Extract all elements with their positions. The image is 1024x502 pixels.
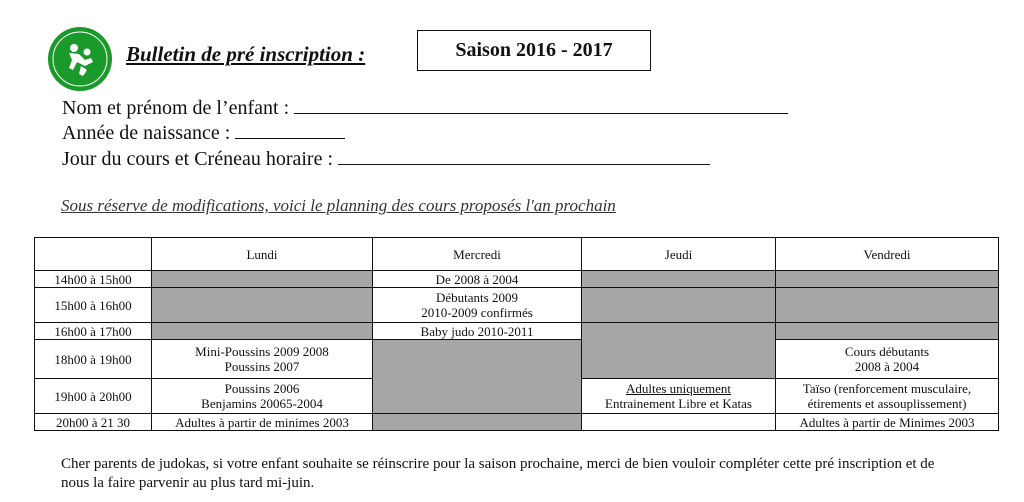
- season-label: Saison 2016 - 2017: [455, 39, 613, 61]
- header-corner: [35, 238, 152, 271]
- slot-cell: [152, 340, 373, 379]
- time-cell: 14h00 à 15h00: [35, 271, 152, 288]
- slot-cell: Adultes à partir de Minimes 2003: [776, 414, 999, 431]
- field-child-name[interactable]: [62, 96, 788, 120]
- slot-line: Poussins 2007: [224, 359, 300, 374]
- field-birth-year[interactable]: [62, 121, 345, 145]
- fill-line[interactable]: [338, 147, 710, 165]
- day-header: Lundi: [152, 238, 373, 271]
- field-label: Nom et prénom de l’enfant :: [62, 97, 290, 119]
- slot-cell: [776, 340, 999, 379]
- time-cell: 19h00 à 20h00: [35, 379, 152, 414]
- table-row: [35, 323, 999, 340]
- slot-cell: De 2008 à 2004: [373, 271, 582, 288]
- slot-cell: [152, 379, 373, 414]
- empty-slot: [776, 323, 999, 340]
- slot-line: Entrainement Libre et Katas: [605, 396, 752, 411]
- slot-line: Poussins 2006: [224, 381, 300, 396]
- table-row: [35, 340, 999, 379]
- slot-cell: [582, 379, 776, 414]
- field-label: Année de naissance :: [62, 122, 231, 144]
- day-header: Vendredi: [776, 238, 999, 271]
- empty-slot: [373, 414, 582, 431]
- planning-note: Sous réserve de modifications, voici le planning des cours proposés l'an prochain: [61, 196, 616, 215]
- day-header: Mercredi: [373, 238, 582, 271]
- judo-club-logo: [47, 26, 113, 92]
- slot-line: Cours débutants: [844, 344, 930, 359]
- table-header-row: [35, 238, 999, 271]
- slot-line: 2010-2009 confirmés: [421, 305, 533, 320]
- empty-slot: [776, 288, 999, 323]
- slot-cell: Baby judo 2010-2011: [373, 323, 582, 340]
- time-cell: 20h00 à 21 30: [35, 414, 152, 431]
- empty-slot: [582, 288, 776, 323]
- slot-cell: Adultes à partir de minimes 2003: [152, 414, 373, 431]
- time-cell: 15h00 à 16h00: [35, 288, 152, 323]
- time-cell: 18h00 à 19h00: [35, 340, 152, 379]
- empty-slot: [152, 323, 373, 340]
- slot-line: Mini-Poussins 2009 2008: [195, 344, 329, 359]
- fill-line[interactable]: [294, 96, 788, 114]
- time-cell: 16h00 à 17h00: [35, 323, 152, 340]
- day-header: Jeudi: [582, 238, 776, 271]
- page-title: Bulletin de pré inscription :: [126, 42, 366, 66]
- season-box: [417, 30, 651, 71]
- empty-slot: [776, 271, 999, 288]
- slot-line: étirements et assouplissement): [807, 396, 967, 411]
- empty-slot: [152, 271, 373, 288]
- slot-line: Débutants 2009: [436, 290, 518, 305]
- slot-line: 2008 à 2004: [854, 359, 920, 374]
- slot-line: Benjamins 20065-2004: [201, 396, 323, 411]
- empty-cell: [582, 414, 776, 431]
- field-label: Jour du cours et Créneau horaire :: [62, 148, 334, 170]
- table-row: [35, 271, 999, 288]
- slot-line: Taïso (renforcement musculaire,: [802, 381, 972, 396]
- empty-slot: [582, 271, 776, 288]
- table-row: [35, 288, 999, 323]
- empty-slot: [582, 323, 776, 379]
- slot-line: Adultes uniquement: [625, 381, 732, 396]
- field-course-slot[interactable]: [62, 147, 710, 171]
- empty-slot: [152, 288, 373, 323]
- slot-cell: [373, 288, 582, 323]
- planning-table: [34, 237, 999, 431]
- footer-text: Cher parents de judokas, si votre enfant souhaite se réinscrire pour la saison prochaine, merci de bien vouloir compléter cette pré inscription et de nous la faire parvenir au plus tard mi-juin.: [61, 456, 935, 491]
- fill-line[interactable]: [235, 121, 345, 139]
- table-row: [35, 414, 999, 431]
- empty-slot: [373, 340, 582, 414]
- slot-cell: [776, 379, 999, 414]
